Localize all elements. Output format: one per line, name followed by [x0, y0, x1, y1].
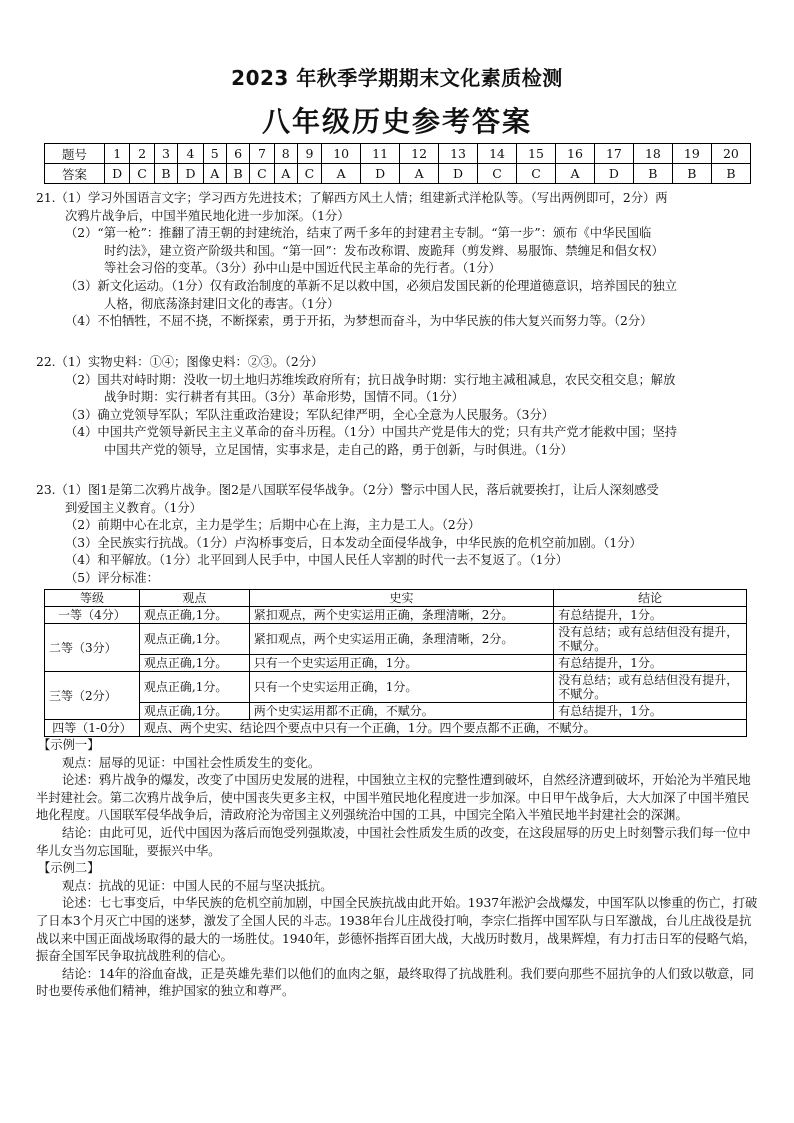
- grade-2-row-b: [45, 655, 747, 672]
- grading-criteria-table: [44, 589, 747, 737]
- answer-key-table: [44, 143, 751, 184]
- grade-fact: 紧扣观点，两个史实运用正确，条理清晰，2分。: [249, 624, 554, 655]
- header-level: 等级: [45, 590, 140, 607]
- question-number-cell: 6: [226, 144, 249, 164]
- answer-letter-cell: B: [672, 164, 711, 184]
- q23-part5: （5）评分标准：: [65, 570, 159, 585]
- answer-letter-cell: B: [633, 164, 672, 184]
- answer-letter-cell: D: [104, 164, 129, 184]
- grade-conclusion: 有总结提升，1分。: [554, 703, 747, 720]
- answer-letter-cell: A: [400, 164, 439, 184]
- answer-letter-cell: D: [361, 164, 400, 184]
- grading-header-row: [45, 590, 747, 607]
- question-number-cell: 17: [594, 144, 633, 164]
- grade-conclusion: 有总结提升，1分。: [554, 607, 747, 624]
- grade-view: 观点正确,1分。: [139, 607, 249, 624]
- grade-conclusion: 没有总结；或有总结但没有提升，不赋分。: [554, 672, 747, 703]
- grade-level: 二等（3分）: [45, 624, 140, 672]
- q22-part1: 22.（1）实物史料：①④；图像史料：②③。（2分）: [36, 355, 324, 369]
- grade-view: 观点正确,1分。: [139, 703, 249, 720]
- header-conclusion: 结论: [554, 590, 747, 607]
- answer-letter-cell: B: [154, 164, 177, 184]
- question-number-cell: 10: [322, 144, 361, 164]
- grade-fact: 只有一个史实运用正确，1分。: [249, 672, 554, 703]
- answer-row-label: 答案: [45, 164, 105, 184]
- grade-conclusion: 没有总结；或有总结但没有提升，不赋分。: [554, 624, 747, 655]
- example-2-heading: 【示例二】: [38, 861, 100, 876]
- question-number-cell: 4: [178, 144, 203, 164]
- question-number-cell: 8: [274, 144, 297, 164]
- example-1-argument: 论述：鸦片战争的爆发，改变了中国历史发展的进程，中国独立主权的完整性遭到破坏，自然经济遭到破坏，开始沦为半殖民地半封建社会。第二次鸦片战争后，使中国丧失更多主权，中国半殖民地化程度进一步加深。中日甲午战争后，大大加深了中国半殖民地化程度。八国联军侵华战争后，清政府沦为帝国主义列强统治中国的工具，中国完全陷入半殖民地半封建社会的深渊。: [36, 773, 751, 823]
- grade-4-row: [45, 720, 747, 737]
- question-21-answer: [36, 190, 758, 331]
- question-number-cell: 2: [130, 144, 154, 164]
- grade-fact: 两个史实运用都不正确，不赋分。: [249, 703, 554, 720]
- grade-1-row: [45, 607, 747, 624]
- q22-part4: （4）中国共产党领导新民主主义革命的奋斗历程。（1分）中国共产党是伟大的党；只有共产党才能救中国；坚持 中国共产党的领导，立足国情，实事求是，走自己的路，勇于创新，与时俱进。（1分）: [65, 425, 678, 457]
- answer-letter-cell: C: [297, 164, 321, 184]
- question-number-cell: 9: [297, 144, 321, 164]
- grade-view: 观点正确,1分。: [139, 624, 249, 655]
- question-number-cell: 20: [711, 144, 750, 164]
- grade-fact: 只有一个史实运用正确，1分。: [249, 655, 554, 672]
- grade-view: 观点正确,1分。: [139, 655, 249, 672]
- answer-letter-cell: D: [594, 164, 633, 184]
- answer-letter-cell: B: [226, 164, 249, 184]
- question-number-cell: 19: [672, 144, 711, 164]
- example-1-viewpoint: 观点：屈辱的见证：中国社会性质发生的变化。: [62, 755, 321, 770]
- page-title: 八年级历史参考答案: [261, 105, 532, 138]
- question-number-cell: 14: [478, 144, 517, 164]
- question-number-cell: 16: [555, 144, 594, 164]
- answer-letter-cell: A: [203, 164, 226, 184]
- q21-part4: （4）不怕牺牲，不屈不挠，不断探索，勇于开拓，为梦想而奋斗，为中华民族的伟大复兴而努力等。（2分）: [65, 314, 653, 329]
- grade-conclusion: 有总结提升，1分。: [554, 655, 747, 672]
- question-number-cell: 1: [104, 144, 129, 164]
- q21-part2: （2）“第一枪”：推翻了清王朝的封建统治，结束了两千多年的封建君主专制。“第一步”：颁布《中华民国临 时约法》，建立资产阶级共和国。“第一回”：发布改称谓、废跪拜（剪发辫、易服饰、禁缠足和倡女权） 等社会习俗的变革。（3分）孙中山是中国近代民主革命的先行者。（1分）: [65, 226, 664, 276]
- answer-letter-cell: C: [517, 164, 556, 184]
- answer-letter-row: [45, 164, 751, 184]
- question-number-row: [45, 144, 751, 164]
- answer-letter-cell: D: [439, 164, 478, 184]
- answer-letter-cell: B: [711, 164, 750, 184]
- grade-level: 三等（2分）: [45, 672, 140, 720]
- answer-letter-cell: A: [555, 164, 594, 184]
- q23-part3: （3）全民族实行抗战。（1分）卢沟桥事变后，日本发动全面侵华战争，中华民族的危机空前加剧。（1分）: [65, 535, 642, 550]
- q23-part2: （2）前期中心在北京，主力是学生；后期中心在上海，主力是工人。（2分）: [65, 518, 481, 533]
- answer-letter-cell: C: [250, 164, 274, 184]
- answer-letter-cell: C: [130, 164, 154, 184]
- q23-part4: （4）和平解放。（1分）北平回到人民手中，中国人民任人宰割的时代一去不复返了。（1分）: [65, 553, 569, 568]
- example-2-argument: 论述：七七事变后，中华民族的危机空前加剧，中国全民族抗战由此开始。1937年淞沪会战爆发，中国军队以惨重的伤亡，打破了日本3个月灭亡中国的迷梦，激发了全国人民的斗志。1938年台儿庄战役打响，李宗仁指挥中国军队与日军激战，台儿庄战役是抗战以来中国正面战场取得的最大的一场胜仗。1940年，彭德怀指挥百团大战，大战历时数月，战果辉煌，有力打击日军的侵略气焰，振奋全国军民争取抗战胜利的信心。: [36, 896, 758, 964]
- answer-letter-cell: D: [178, 164, 203, 184]
- example-1-heading: 【示例一】: [38, 738, 100, 752]
- question-number-cell: 3: [154, 144, 177, 164]
- answer-letter-cell: A: [322, 164, 361, 184]
- grade-3-row-b: [45, 703, 747, 720]
- grade-2-row-a: [45, 624, 747, 655]
- grade-4-description: 观点、两个史实、结论四个要点中只有一个正确，1分。四个要点都不正确，不赋分。: [139, 720, 746, 737]
- question-number-cell: 7: [250, 144, 274, 164]
- grade-fact: 紧扣观点，两个史实运用正确，条理清晰，2分。: [249, 607, 554, 624]
- grade-view: 观点正确,1分。: [139, 672, 249, 703]
- question-row-label: 题号: [45, 144, 105, 164]
- question-number-cell: 15: [517, 144, 556, 164]
- answer-letter-cell: C: [478, 164, 517, 184]
- q21-part3: （3）新文化运动。（1分）仅有政治制度的革新不足以救中国，必须启发国民新的伦理道德意识，培养国民的独立 人格，彻底荡涤封建旧文化的毒害。（1分）: [65, 278, 678, 311]
- q22-part2: （2）国共对峙时期：没收一切土地归苏维埃政府所有；抗日战争时期：实行地主减租减息，农民交租交息；解放 战争时期：实行耕者有其田。（3分）革命形势，国情不同。（1分）: [65, 372, 676, 405]
- question-number-cell: 18: [633, 144, 672, 164]
- exam-title: 2023 年秋季学期期末文化素质检测: [231, 66, 563, 90]
- question-22-answer: [36, 354, 758, 460]
- question-number-cell: 13: [439, 144, 478, 164]
- header-fact: 史实: [249, 590, 554, 607]
- example-2-conclusion: 结论：14年的浴血奋战，正是英雄先辈们以他们的血肉之躯，最终取得了抗战胜利。我们要向那些不屈抗争的人们致以敬意，同时也要传承他们精神，维护国家的独立和尊严。: [36, 966, 754, 999]
- q23-part1: 23.（1）图1是第二次鸦片战争。图2是八国联军侵华战争。（2分）警示中国人民，落后就要挨打，让后人深刻感受 到爱国主义教育。（1分）: [36, 483, 659, 515]
- example-2-viewpoint: 观点：抗战的见证：中国人民的不屈与坚决抵抗。: [62, 878, 333, 893]
- question-number-cell: 5: [203, 144, 226, 164]
- header-view: 观点: [139, 590, 249, 607]
- grade-level: 四等（1-0分）: [45, 720, 140, 737]
- question-number-cell: 11: [361, 144, 400, 164]
- q22-part3: （3）确立党领导军队；军队注重政治建设；军队纪律严明，全心全意为人民服务。（3分）: [65, 407, 555, 422]
- question-number-cell: 12: [400, 144, 439, 164]
- q21-part1: 21.（1）学习外国语言文字；学习西方先进技术；了解西方风土人情；组建新式洋枪队等。（写出两例即可，2分）两 次鸦片战争后，中国半殖民地化进一步加深。（1分）: [36, 191, 668, 223]
- answer-letter-cell: A: [274, 164, 297, 184]
- example-1-conclusion: 结论：由此可见，近代中国因为落后而饱受列强欺凌，中国社会性质发生质的改变，在这段屈辱的历史上时刻警示我们每一位中华儿女当勿忘国耻，要振兴中华。: [36, 825, 751, 858]
- example-answers: [36, 737, 758, 1001]
- question-23-answer: [36, 482, 758, 588]
- grade-3-row-a: [45, 672, 747, 703]
- grade-level: 一等（4分）: [45, 607, 140, 624]
